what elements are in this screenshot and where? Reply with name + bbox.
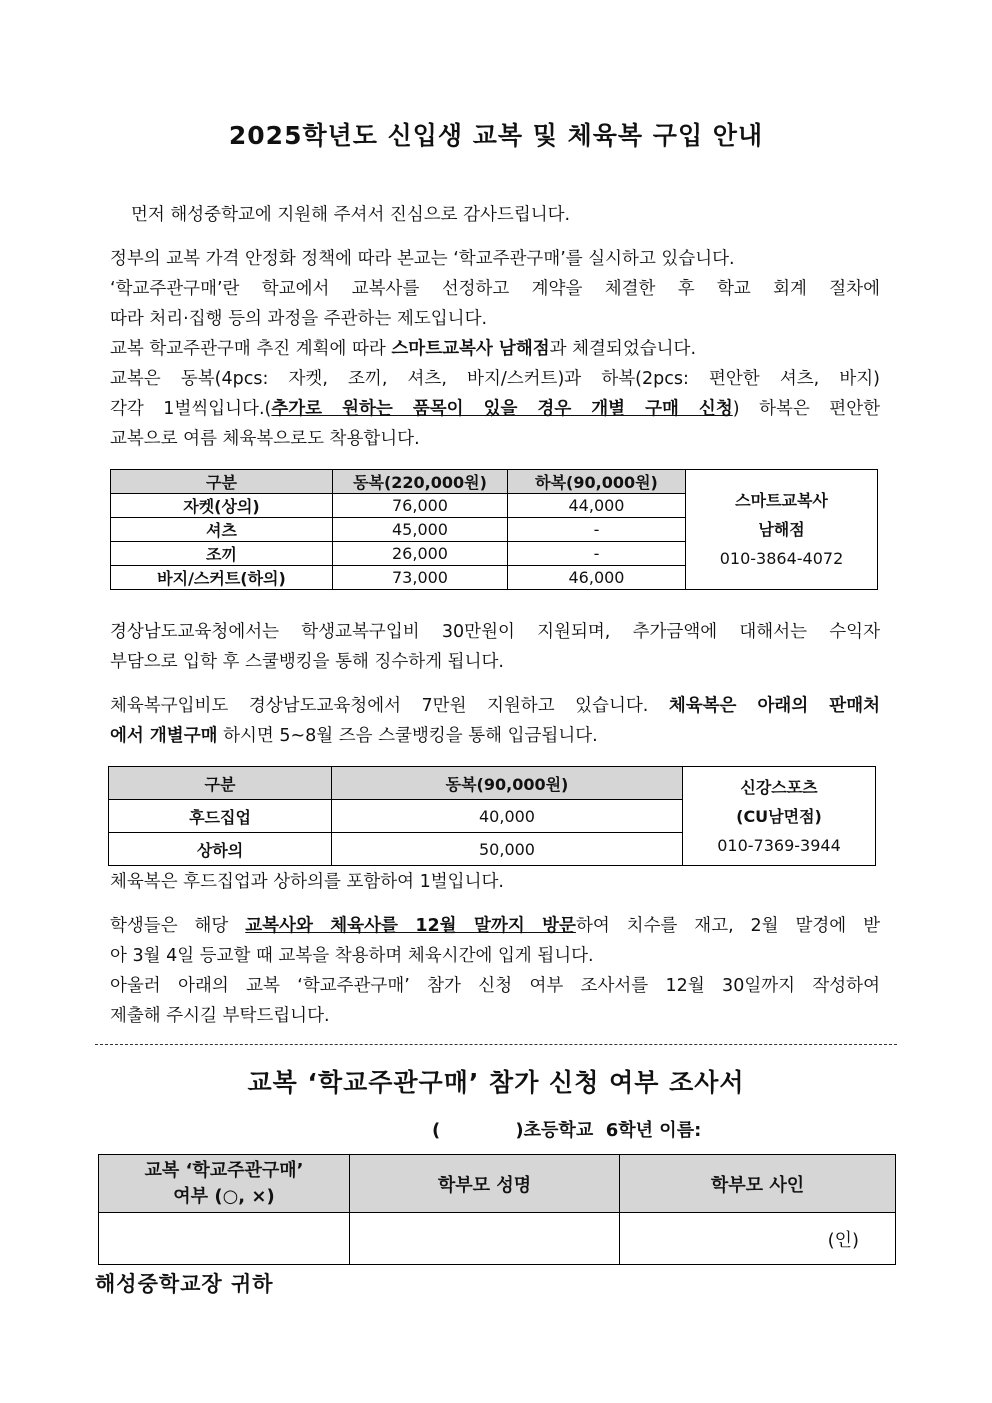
table-header-row <box>109 767 876 800</box>
row-winter-price: 76,000 <box>333 494 508 518</box>
shop-phone: 010-3864-4072 <box>719 549 844 568</box>
survey-header-parent-sign: 학부모 사인 <box>620 1155 896 1213</box>
policy-line-5: 교복은 동복(4pcs: 자켓, 조끼, 셔츠, 바지/스커트)과 하복(2pcs: 편안한 셔츠, 바지) <box>110 369 880 389</box>
row-item: 바지/스커트(하의) <box>111 566 333 590</box>
row-winter-price: 73,000 <box>333 566 508 590</box>
student-info-line[interactable]: ( )초등학교 6학년 이름: <box>432 1120 702 1141</box>
policy-line-4 <box>110 334 880 364</box>
table-header-row <box>111 470 878 494</box>
cut-line-divider <box>95 1044 897 1045</box>
pe-line-2 <box>110 721 880 751</box>
header-summer: 하복(90,000원) <box>508 470 686 494</box>
row-summer-price: 44,000 <box>508 494 686 518</box>
sports-shop-info <box>683 767 876 866</box>
policy-line-3: 따라 처리·집행 등의 과정을 주관하는 제도입니다. <box>110 309 488 329</box>
row-item: 상하의 <box>109 833 332 866</box>
policy-line-2: ‘학교주관구매’란 학교에서 교복사를 선정하고 계약을 체결한 후 학교 회계 절차에 <box>110 279 880 299</box>
header-winter: 동복(90,000원) <box>332 767 683 800</box>
visit-line-1 <box>110 911 880 941</box>
survey-header-participation-l2: 여부 (○, ×) <box>173 1185 275 1207</box>
header-category: 구분 <box>111 470 333 494</box>
extra-purchase-note: 추가로 원하는 품목이 있을 경우 개별 구매 신청 <box>271 399 733 419</box>
visit-line-3: 아울러 아래의 교복 ‘학교주관구매’ 참가 신청 여부 조사서를 12월 30일까지 작성하여 <box>110 976 880 996</box>
policy-line-6-c: ) 하복은 편안한 <box>732 399 881 419</box>
pe-line-1 <box>110 691 880 721</box>
subsidy-line-2: 부담으로 입학 후 스쿨뱅킹을 통해 징수하게 됩니다. <box>110 652 504 672</box>
row-item: 조끼 <box>111 542 333 566</box>
survey-table <box>98 1154 896 1265</box>
shop-branch: 남해점 <box>758 520 805 539</box>
survey-entry-row <box>99 1213 896 1265</box>
participation-field[interactable] <box>99 1213 350 1265</box>
policy-line-4-a: 교복 학교주관구매 추진 계획에 따라 <box>110 339 392 359</box>
policy-line-1: 정부의 교복 가격 안정화 정책에 따라 본교는 ‘학교주관구매’를 실시하고 있습니다. <box>110 249 735 269</box>
uniform-shop-info <box>686 470 878 590</box>
pe-line-1-b: 체육복은 아래의 판매처 <box>668 696 880 716</box>
row-item: 셔츠 <box>111 518 333 542</box>
row-item: 후드집업 <box>109 800 332 833</box>
visit-line-1-a: 학생들은 해당 <box>110 916 246 936</box>
visit-deadline: 교복사와 체육사를 12월 말까지 방문 <box>245 916 576 936</box>
pe-line-1-a: 체육복구입비도 경상남도교육청에서 7만원 지원하고 있습니다. <box>110 696 669 716</box>
row-price: 50,000 <box>332 833 683 866</box>
shop-name: 스마트교복사 <box>735 491 828 510</box>
pe-line-2-b: 하시면 5~8월 즈음 스쿨뱅킹을 통해 입금됩니다. <box>217 726 598 746</box>
seal-mark: (인) <box>827 1229 859 1251</box>
survey-header-row <box>99 1155 896 1213</box>
sports-shop-branch: (CU남면점) <box>736 806 822 826</box>
header-winter: 동복(220,000원) <box>333 470 508 494</box>
survey-header-parent-name: 학부모 성명 <box>350 1155 620 1213</box>
header-category: 구분 <box>109 767 332 800</box>
uniform-price-table <box>110 469 878 590</box>
policy-line-6-a: 각각 1벌씩입니다.( <box>110 399 272 419</box>
pe-set-note: 체육복은 후드집업과 상하의를 포함하여 1벌입니다. <box>110 872 504 892</box>
page-title: 2025학년도 신입생 교복 및 체육복 구입 안내 <box>228 121 764 150</box>
row-item: 자켓(상의) <box>111 494 333 518</box>
sports-shop-name: 신강스포츠 <box>740 777 818 797</box>
policy-line-7: 교복으로 여름 체육복으로도 착용합니다. <box>110 429 420 449</box>
parent-sign-field[interactable] <box>620 1213 896 1265</box>
uniform-shop-name: 스마트교복사 남해점 <box>391 339 550 359</box>
survey-header-participation-l1: 교복 ‘학교주관구매’ <box>144 1159 304 1181</box>
subsidy-line-1: 경상남도교육청에서는 학생교복구입비 30만원이 지원되며, 추가금액에 대해서는 수익자 <box>110 622 880 642</box>
row-summer-price: - <box>508 518 686 542</box>
visit-line-4: 제출해 주시길 부탁드립니다. <box>110 1006 330 1026</box>
row-price: 40,000 <box>332 800 683 833</box>
policy-line-6 <box>110 394 880 424</box>
visit-line-2: 아 3월 4일 등교할 때 교복을 착용하며 체육시간에 입게 됩니다. <box>110 946 594 966</box>
intro-text: 먼저 해성중학교에 지원해 주셔서 진심으로 감사드립니다. <box>131 205 571 225</box>
row-summer-price: - <box>508 542 686 566</box>
visit-line-1-c: 하여 치수를 재고, 2월 말경에 받 <box>575 916 881 936</box>
pe-uniform-price-table <box>108 766 876 866</box>
parent-name-field[interactable] <box>350 1213 620 1265</box>
principal-addressee: 해성중학교장 귀하 <box>95 1272 274 1296</box>
survey-header-participation <box>99 1155 350 1213</box>
row-winter-price: 45,000 <box>333 518 508 542</box>
survey-title: 교복 ‘학교주관구매’ 참가 신청 여부 조사서 <box>247 1068 745 1097</box>
pe-line-2-a: 에서 개별구매 <box>110 726 218 746</box>
row-winter-price: 26,000 <box>333 542 508 566</box>
policy-line-4-c: 과 체결되었습니다. <box>549 339 697 359</box>
row-summer-price: 46,000 <box>508 566 686 590</box>
sports-shop-phone: 010-7369-3944 <box>717 835 841 855</box>
